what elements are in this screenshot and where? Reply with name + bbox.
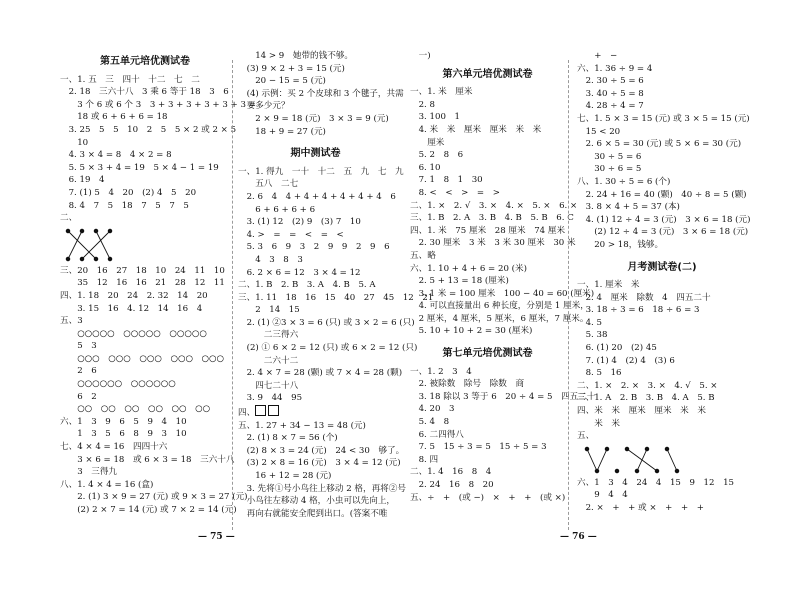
answer-line: 三、1. B 2. A 3. B 4. B 5. B 6. C — [410, 213, 574, 224]
answer-line: 四、1. 18 20 24 2. 32 14 20 — [60, 290, 208, 301]
answer-line: 5. 38 — [577, 330, 608, 341]
answer-line: 四、1. 米 75 厘米 28 厘米 74 厘米 — [410, 225, 566, 236]
page-number-right: — 76 — — [560, 532, 597, 542]
answer-line: 五、 — [577, 431, 595, 442]
answer-line: 三、1. 11 18 16 15 40 27 45 12 21 — [238, 292, 434, 303]
answer-line: 2. 18 三六十八 3 乘 6 等于 18 3 6 — [60, 87, 229, 98]
answer-line: 3. 100 1 — [410, 112, 460, 123]
answer-line: 5. 4 8 — [410, 417, 450, 428]
answer-line: 5 3 — [60, 341, 97, 352]
answer-line: 2. (1) ②3 × 3 = 6 (只) 或 3 × 2 = 6 (只) — [238, 317, 415, 328]
answer-lines — [410, 366, 596, 505]
answer-line: 4. > = = < = < — [238, 229, 344, 240]
answer-line: 3 三得九 — [60, 467, 118, 478]
matching-diagram — [577, 445, 697, 475]
answer-line: (3) 9 × 2 + 3 = 15 (元) — [238, 63, 345, 74]
answer-line: 6 + 6 + 6 + 6 — [238, 204, 316, 215]
answer-line: 3. 先将①号小鸟往上移动 2 格，再将②号 — [238, 483, 406, 494]
answer-line: 四七二十八 — [238, 380, 299, 391]
answer-line: 二、1. × 2. × 3. × 4. √ 5. × — [577, 380, 718, 391]
answer-line: 7. (1) 4 (2) 4 (3) 6 — [577, 355, 675, 366]
answer-line: 9 4 4 — [577, 490, 628, 501]
answer-line: 4. 20 3 — [410, 404, 455, 415]
column-3 — [410, 50, 596, 504]
answer-line: 厘米 — [410, 137, 445, 148]
answer-line: 2. 6 × 5 = 30 (元) 或 5 × 6 = 30 (元) — [577, 139, 742, 150]
answer-line: 2. 30 厘米 3 米 3 米 30 厘米 30 米 — [410, 238, 576, 249]
answer-line: 六、1 3 4 24 4 15 9 12 15 — [577, 477, 735, 488]
answer-line: 五、3 — [60, 316, 83, 327]
answer-line: 2 厘米，4 厘米，5 厘米，6 厘米，7 厘米。 — [410, 313, 589, 324]
answer-line: 30 ÷ 6 = 5 — [577, 164, 642, 175]
answer-line: 2. 24 16 8 20 — [410, 480, 494, 490]
answer-line: (4) 示例：买 2 个皮球和 3 个毽子，共需 — [238, 88, 404, 99]
answer-line: 2. 6 4 4 + 4 + 4 + 4 + 4 + 4 6 — [238, 191, 396, 202]
answer-line: 2. (1) 8 × 7 = 56 (个) — [238, 433, 338, 444]
answer-line: 6. (1) 20 (2) 45 — [577, 343, 657, 354]
answer-line: 六、1. 10 + 4 + 6 = 20 (米) — [410, 263, 527, 274]
answer-line: 七、1. 5 × 3 = 15 (元) 或 3 × 5 = 15 (元) — [577, 113, 750, 124]
answer-line: 2. (1) 3 × 9 = 27 (元) 或 9 × 3 = 27 (元) — [60, 492, 248, 503]
answer-line: 2. 24 + 16 = 40 (颗) 40 ÷ 8 = 5 (颗) — [577, 189, 747, 200]
answer-line: 4. 28 ÷ 4 = 7 — [577, 101, 644, 112]
answer-line: 2. 4 厘米 除数 4 四五二十 — [577, 292, 711, 303]
answer-line: 3. 40 ÷ 5 = 8 — [577, 88, 644, 99]
answer-line: 8. < < > = > — [410, 187, 500, 198]
answer-line: 20 − 15 = 5 (元) — [238, 76, 326, 87]
section-title: 期中测试卷 — [290, 148, 341, 160]
answer-line: 7. 5 15 ÷ 3 = 5 15 ÷ 5 = 3 — [410, 442, 547, 453]
answer-line: 4. 3 × 4 = 8 4 × 2 = 8 — [60, 150, 172, 161]
answer-line: 五、1. 27 + 34 − 13 = 48 (元) — [238, 420, 366, 431]
column-4 — [577, 50, 751, 515]
empty-box-icon — [268, 405, 279, 416]
answer-line: 10 — [60, 137, 89, 148]
answer-line: 2 14 15 — [238, 305, 300, 316]
answer-line: 1 3 5 6 8 9 3 10 — [60, 429, 187, 440]
answer-line: 五八 二七 — [238, 179, 299, 190]
answer-line: 4. 米 米 厘米 厘米 米 米 — [410, 124, 542, 135]
answer-lines — [577, 477, 747, 515]
answer-line: 5. 3 6 9 3 2 9 9 2 9 6 — [238, 242, 390, 253]
answer-line: 米 米 — [577, 418, 620, 429]
answer-lines — [577, 50, 751, 252]
answer-line: (3) 2 × 8 = 16 (元) 3 × 4 = 12 (元) — [238, 458, 401, 469]
answer-line: 5. 10 + 10 + 2 = 30 (厘米) — [410, 326, 533, 337]
answer-line: 六、1 3 9 6 5 9 4 10 — [60, 416, 187, 427]
answer-line: 2 6 — [60, 366, 97, 377]
answer-line: 4. 可以直接量出 6 种长度，分别是 1 厘米， — [410, 301, 589, 312]
page-number-left: — 75 — — [198, 532, 235, 542]
answer-lines — [410, 50, 565, 63]
answer-line: 6. 2 × 6 = 12 3 × 4 = 12 — [238, 267, 361, 278]
matching-diagram — [60, 227, 120, 263]
answer-line: 二、1. × 2. √ 3. × 4. × 5. × 6. × — [410, 200, 578, 211]
answer-line: 7. (1) 5 4 20 (2) 4 5 20 — [60, 187, 197, 198]
answer-line: 8. 4 7 5 18 7 5 7 5 — [60, 200, 189, 211]
answer-line: 3 × 6 = 18 或 6 × 3 = 18 三六十八 — [60, 454, 235, 465]
answer-line: 4. 5 — [577, 317, 602, 328]
answer-line: 6. 二四得八 — [410, 429, 464, 440]
answer-line: 16 + 12 = 28 (元) — [238, 471, 332, 481]
answer-line: 8. 5 16 — [577, 368, 622, 379]
answer-line: 一、1. 得九 一十 十二 五 九 七 九 — [238, 166, 404, 177]
answer-line: 3. (1) 12 (2) 9 (3) 7 10 — [238, 217, 361, 228]
answer-line: 3. 18 除以 3 等于 6 20 ÷ 4 = 5 四五二十 — [410, 391, 596, 402]
answer-line: 五、略 — [410, 250, 436, 261]
answer-lines — [238, 420, 406, 521]
answer-line: 二、 — [60, 213, 78, 224]
answer-line: 14 > 9 她带的钱不够。 — [238, 51, 354, 61]
answer-line: 小鸟往左移动 4 格，小虫可以先向上， — [238, 496, 396, 507]
answer-line: 七、4 × 4 = 16 四四十六 — [60, 442, 168, 453]
answer-line: 35 12 16 16 21 28 12 11 — [60, 278, 225, 289]
answer-line: 3 个 6 或 6 个 3 3 + 3 + 3 + 3 + 3 + 3 = — [60, 99, 256, 110]
answer-lines — [238, 50, 404, 138]
answer-line: 二三得六 — [238, 330, 299, 341]
answer-line: 3. 1 米 = 100 厘米 100 − 40 = 60 (厘米) — [410, 288, 595, 299]
answer-lines — [60, 74, 256, 213]
answer-line: 六、1. 36 ÷ 9 = 4 — [577, 63, 653, 74]
answer-lines — [577, 279, 747, 443]
section-title: 第六单元培优测试卷 — [442, 68, 533, 80]
section-title: 第七单元培优测试卷 — [442, 348, 533, 360]
column-1 — [60, 50, 256, 517]
answer-line: 2. × + + 或 × + + + — [577, 503, 704, 513]
answer-line: 五、÷ + (或 −) × + + (或 ×) — [410, 492, 566, 503]
answer-line: ○○○○○○ ○○○○○○ — [60, 379, 176, 390]
answer-line: 2 × 9 = 18 (元) 3 × 3 = 9 (元) — [238, 113, 389, 124]
answer-line: 20 > 18，钱够。 — [577, 239, 664, 250]
answer-line: 二六十二 — [238, 355, 299, 366]
answer-line: 一、1. 米 厘米 — [410, 87, 473, 98]
answer-line: 18 或 6 + 6 + 6 = 18 — [60, 112, 168, 123]
answer-line: 6 2 — [60, 391, 97, 402]
answer-line: 6. 19 4 — [60, 175, 105, 186]
answer-line: ○○ ○○ ○○ ○○ ○○ ○○ — [60, 404, 211, 415]
answer-line: 八、1. 4 × 4 = 16 (盒) — [60, 479, 154, 490]
answer-lines — [60, 265, 248, 517]
answer-line: 2. 8 — [410, 99, 435, 110]
answer-line: ○○○ ○○○ ○○○ ○○○ ○○○ — [60, 353, 225, 364]
answer-line: (2) 12 ÷ 4 = 3 (元) 3 × 6 = 18 (元) — [577, 227, 749, 238]
answer-line: + − — [577, 51, 618, 61]
answer-line: 一、1. 厘米 米 — [577, 280, 640, 291]
answer-line: 要多少元？ — [238, 101, 290, 112]
answer-line: 15 < 20 — [577, 126, 621, 137]
answer-line: 2. 30 ÷ 5 = 6 — [577, 76, 644, 87]
answer-line: 3. 9 44 95 — [238, 393, 303, 404]
answer-line: 3. 18 ÷ 3 = 6 18 ÷ 6 = 3 — [577, 305, 700, 316]
answer-line: 3. 15 16 4. 12 14 16 4 — [60, 303, 203, 314]
answer-line: 二、1. B 2. B 3. A 4. B 5. A — [238, 280, 376, 291]
answer-line: 一、1. 五 三 四十 十二 七 二 — [60, 74, 200, 85]
answer-line: 8. 四 — [410, 454, 439, 465]
answer-line: 3. 8 × 4 + 5 = 37 (本) — [577, 202, 680, 213]
answer-line: (2) 2 × 7 = 14 (元) 或 7 × 2 = 14 (元) — [60, 505, 237, 515]
answer-line: ○○○○○ ○○○○○ ○○○○○ — [60, 328, 207, 339]
answer-line: 5. 5 × 3 + 4 = 19 5 × 4 − 1 = 19 — [60, 162, 219, 173]
answer-line: 四、米 米 厘米 厘米 米 米 — [577, 406, 706, 417]
answer-line: (2) 8 × 3 = 24 (元) 24 < 30 够了。 — [238, 445, 405, 456]
answer-line: 30 ÷ 5 = 6 — [577, 151, 642, 162]
answer-line: 再向右就能安全爬到出口。(答案不唯 — [238, 508, 388, 519]
answer-line: 3. 25 5 5 10 2 5 5 × 2 或 2 × 5 — [60, 124, 237, 135]
answer-line: (2) ① 6 × 2 = 12 (只) 或 6 × 2 = 12 (只) — [238, 343, 418, 354]
section-title: 第五单元培优测试卷 — [100, 56, 190, 67]
answer-line: 三、20 16 27 18 10 24 11 10 — [60, 265, 225, 276]
column-divider — [568, 60, 569, 530]
answer-line: 八、1. 30 ÷ 5 = 6 (个) — [577, 176, 671, 187]
answer-line: 6. 10 — [410, 162, 441, 173]
answer-line: 4 3 8 3 — [238, 254, 303, 265]
answer-line: 2. 5 + 13 = 18 (厘米) — [410, 276, 509, 287]
column-divider — [232, 60, 233, 530]
answer-line: 4. (1) 12 ÷ 4 = 3 (元) 3 × 6 = 18 (元) — [577, 214, 751, 225]
checked-box-icon — [255, 405, 266, 416]
answer-line: 2. 被除数 除号 除数 商 — [410, 379, 525, 390]
answer-line: 5. 2 8 6 — [410, 150, 464, 161]
answer-line: 一) — [410, 51, 431, 61]
answer-line: 7. 1 8 1 30 — [410, 175, 483, 186]
answer-lines — [410, 86, 595, 338]
answer-line: 一、1. 2 3 4 — [410, 366, 472, 377]
answer-line: 三、1. A 2. B 3. B 4. A 5. B — [577, 393, 715, 404]
answer-line: 18 + 9 = 27 (元) — [238, 126, 326, 137]
answer-line: 二、1. 4 16 8 4 — [410, 467, 492, 478]
section-title: 月考测试卷(二) — [627, 261, 697, 273]
answer-line — [238, 405, 393, 420]
answer-line: 2. 4 × 7 = 28 (颗) 或 7 × 4 = 28 (颗) — [238, 368, 403, 379]
answer-label: 四、 — [238, 408, 256, 419]
